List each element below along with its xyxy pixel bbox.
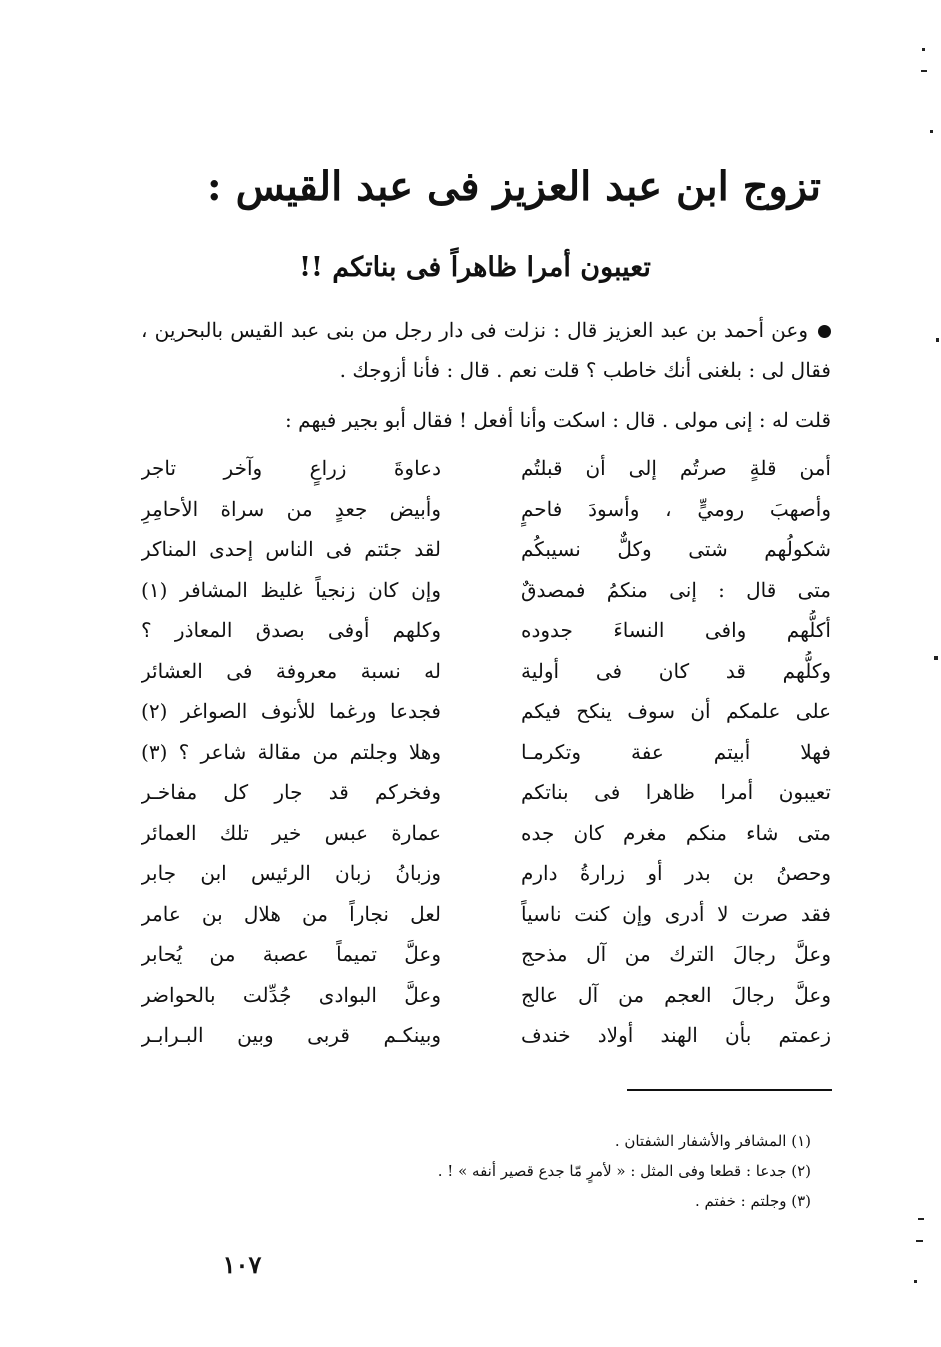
paragraph-1-text: وعن أحمد بن عبد العزيز قال : نزلت فى دار رجل من بنى عبد القيس بالبحرين ، فقال لى : بلغنى أنك خاطب ؟ قلت نعم . قال : فأنا أزوجك .	[141, 318, 831, 382]
verse-first-hemistich: أمن قلةٍ صرتُم إلى أن قبلتُم	[521, 456, 831, 480]
poem-verse	[141, 691, 831, 732]
verse-second-hemistich: لقد جئتم فى الناس إحدى المناكر	[141, 537, 441, 561]
poem-verse	[141, 975, 831, 1016]
verse-second-hemistich: له نسبة معروفة فى العشائر	[141, 658, 441, 683]
poem-verse	[141, 489, 831, 530]
scan-speck	[914, 1280, 917, 1283]
verse-second-hemistich: فجدعا ورغما للأنوف الصواغر (٢)	[141, 699, 441, 723]
section-subtitle: تعيبون أمرا ظاهراً فى بناتكم !!	[299, 252, 651, 283]
footnotes	[171, 1126, 811, 1216]
footnote-separator	[627, 1089, 832, 1091]
verse-second-hemistich: وعلَّ البوادى جُدِّلت بالحواضر	[141, 982, 441, 1007]
scan-speck	[936, 338, 939, 342]
scan-speck	[922, 48, 925, 51]
verse-first-hemistich: وكلُّهم قد كان فى أولية	[521, 658, 831, 683]
poem-verse	[141, 853, 831, 894]
page-title: تزوج ابن عبد العزيز فى عبد القيس :	[206, 163, 821, 210]
verse-second-hemistich: لعل نجاراً من هلال بن عامر	[141, 901, 441, 926]
verse-second-hemistich: وكلهم أوفى بصدق المعاذر ؟	[141, 618, 441, 642]
footnote-3: (٣) وجلتم : خفتم .	[694, 1192, 811, 1210]
poem-verse	[141, 813, 831, 854]
poem-verse	[141, 610, 831, 651]
verse-second-hemistich: وفخركم قد جار كل مفاخـر	[141, 780, 441, 804]
verse-first-hemistich: على علمكم أن سوف ينكح فيكم	[521, 699, 831, 723]
verse-second-hemistich: عمارة عبس خير تلك العمائر	[141, 820, 441, 845]
scan-speck	[916, 1240, 923, 1242]
verse-first-hemistich: وعلَّ رجالَ العجم من آل عالج	[521, 982, 831, 1007]
scan-speck	[921, 70, 927, 72]
verse-second-hemistich: دعاوةَ زراعٍ وآخر تاجر	[141, 456, 441, 480]
verse-first-hemistich: زعمتم بأن الهند أولاد خندف	[521, 1023, 831, 1047]
paragraph-1	[141, 310, 831, 390]
verse-first-hemistich: فقد صرت لا أدرى وإن كنت ناسياً	[521, 901, 831, 926]
verse-first-hemistich: وحصنُ بن بدر أو زرارةُ دارم	[521, 861, 831, 885]
poem-verse	[141, 448, 831, 489]
verse-first-hemistich: متى شاء منكم مغرم كان جده	[521, 820, 831, 845]
bullet-icon	[818, 325, 831, 338]
footnote-2: (٢) جدعا : قطعا وفى المثل : « لأمرٍ مّا جدع قصير أنفه » ! .	[437, 1162, 811, 1180]
verse-first-hemistich: متى قال : إنى منكمُ فمصدقٌ	[521, 577, 831, 602]
scan-speck	[934, 656, 938, 660]
verse-second-hemistich: وزبانُ زبان الرئيس ابن جابر	[141, 861, 441, 885]
paragraph-2: قلت له : إنى مولى . قال : اسكت وأنا أفعل ! فقال أبو بجير فيهم :	[285, 408, 831, 432]
verse-second-hemistich: وإن كان زنجياً غليظ المشافر (١)	[141, 577, 441, 602]
verse-second-hemistich: وعلَّ تميماً عصبة من يُحابر	[141, 942, 441, 966]
poem-verse	[141, 570, 831, 611]
footnote-1: (١) المشافر والأشفار الشفتان .	[614, 1132, 811, 1150]
poem-verse	[141, 894, 831, 935]
verse-first-hemistich: فهلا أبيتم عفة وتكرمـا	[521, 739, 831, 764]
verse-second-hemistich: وهلا وجلتم من مقالة شاعر ؟ (٣)	[141, 739, 441, 764]
poem-verse	[141, 529, 831, 570]
poem-verse	[141, 651, 831, 692]
poem-verse	[141, 1015, 831, 1056]
verse-second-hemistich: وأبيض جعدٍ من سراة الأحامِرِ	[141, 496, 441, 521]
poem-verse	[141, 772, 831, 813]
verse-first-hemistich: شكولُهم شتى وكلٌّ نسيبكُم	[521, 537, 831, 561]
poem-verse	[141, 934, 831, 975]
scan-speck	[918, 1218, 924, 1220]
scan-speck	[930, 130, 933, 133]
page-number: ١٠٧	[222, 1250, 262, 1279]
verse-second-hemistich: وبينكـم قربى وبين البـرابـر	[141, 1023, 441, 1047]
verse-first-hemistich: وأصهبَ روميٍّ ، وأسودَ فاحمٍ	[521, 496, 831, 521]
verse-first-hemistich: تعيبون أمرا ظاهرا فى بناتكم	[521, 780, 831, 804]
poem-verse	[141, 732, 831, 773]
verse-first-hemistich: أكلُّهم وافى النساءَ جدوده	[521, 618, 831, 642]
verse-first-hemistich: وعلَّ رجالَ الترك من آل مذحج	[521, 942, 831, 966]
poem	[141, 448, 831, 1056]
